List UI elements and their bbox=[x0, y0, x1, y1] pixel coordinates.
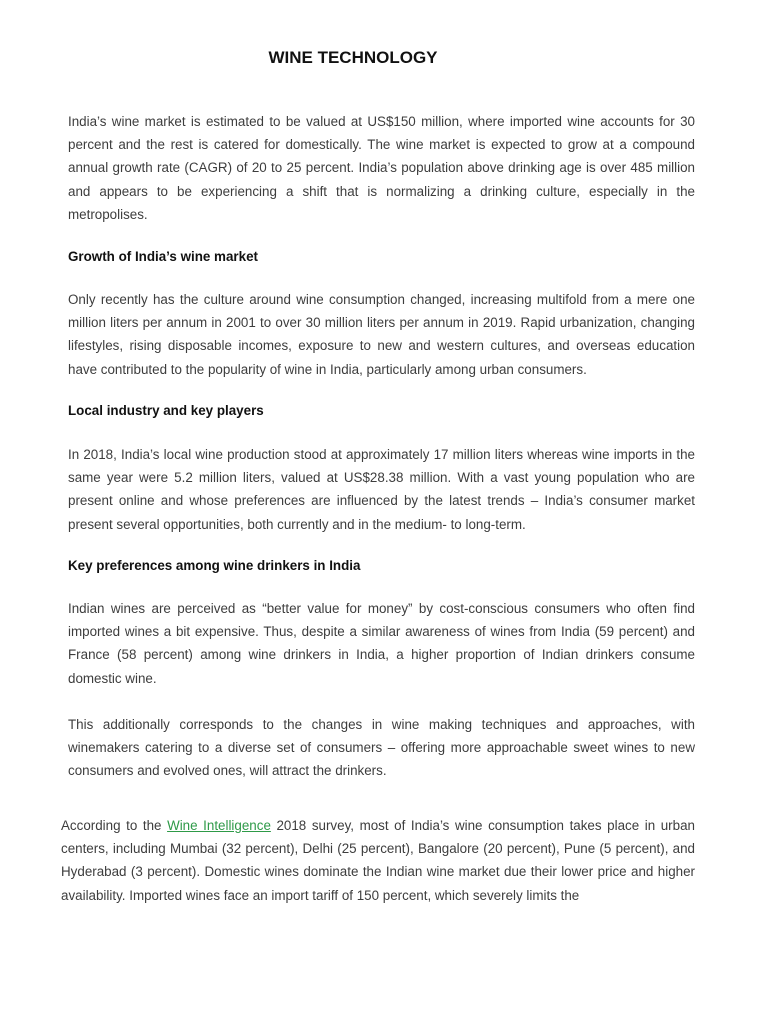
preferences-paragraph-2: This additionally corresponds to the changes in wine making techniques and approaches, with winemakers catering to a diverse set of consumers – offering more approachable sweet wines to new consumers and evolved ones, will attract the drinkers. bbox=[68, 717, 695, 779]
heading-local-industry: Local industry and key players bbox=[68, 403, 264, 418]
heading-growth: Growth of India’s wine market bbox=[68, 249, 258, 264]
closing-suffix: 2018 survey, most of India’s wine consumption takes place in urban centers, including Mumbai (32 percent), Delhi (25 percent), Bangalore (20 percent), Pune (5 percent), and Hyderabad (3 percent). Domestic wines dominate the Indian wine market due their lower price and higher availability. Imported wines face an import tariff of 150 percent, which severely limits the bbox=[61, 818, 695, 903]
closing-paragraph bbox=[61, 814, 695, 907]
document-title: WINE TECHNOLOGY bbox=[268, 48, 438, 67]
wine-intelligence-link[interactable]: Wine Intelligence bbox=[167, 818, 271, 833]
preferences-paragraph-1: Indian wines are perceived as “better value for money” by cost-conscious consumers who often find imported wines a bit expensive. Thus, despite a similar awareness of wines from India (59 percent) and France (58 percent) among wine drinkers in India, a higher proportion of Indian drinkers consume domestic wine. bbox=[68, 601, 695, 686]
local-industry-paragraph: In 2018, India’s local wine production stood at approximately 17 million liters whereas wine imports in the same year were 5.2 million liters, valued at US$28.38 million. With a vast young population who are present online and whose preferences are influenced by the latest trends – India’s consumer market present several opportunities, both currently and in the medium- to long-term. bbox=[68, 447, 695, 532]
intro-paragraph: India’s wine market is estimated to be valued at US$150 million, where imported wine accounts for 30 percent and the rest is catered for domestically. The wine market is expected to grow at a compound annual growth rate (CAGR) of 20 to 25 percent. India’s population above drinking age is over 485 million and appears to be experiencing a shift that is normalizing a drinking culture, especially in the metropolises. bbox=[68, 114, 695, 222]
heading-preferences: Key preferences among wine drinkers in India bbox=[68, 558, 361, 573]
closing-prefix: According to the bbox=[61, 818, 168, 833]
growth-paragraph: Only recently has the culture around wine consumption changed, increasing multifold from a mere one million liters per annum in 2001 to over 30 million liters per annum in 2019. Rapid urbanization, changing lifestyles, rising disposable incomes, exposure to new and western cultures, and overseas education have contributed to the popularity of wine in India, particularly among urban consumers. bbox=[68, 292, 695, 377]
